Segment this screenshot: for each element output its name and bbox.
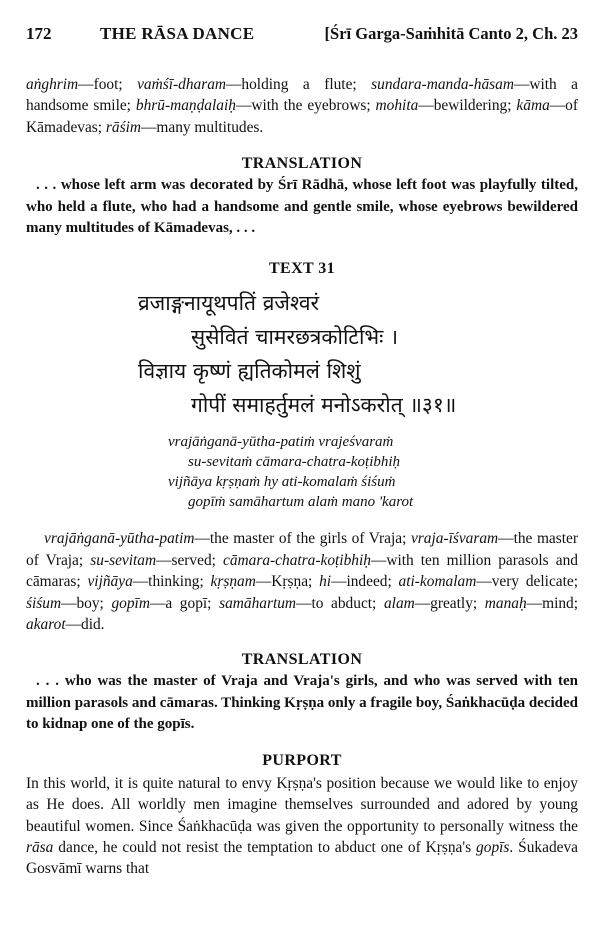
text-run: —with a handsome smile;: [26, 76, 578, 115]
transliteration-verse: [26, 432, 578, 512]
italic-term: gopīs: [476, 838, 510, 856]
purport-heading: PURPORT: [262, 751, 342, 769]
page-number: 172: [26, 24, 52, 43]
text-run: —many multitudes.: [141, 118, 264, 136]
devanagari-verse: [26, 286, 578, 422]
italic-term: vaṁśī-dharam: [137, 76, 227, 93]
italic-term: rāsa: [26, 838, 54, 856]
italic-term: vraja-īśvaram: [410, 530, 499, 548]
devanagari-line: व्रजाङ्गनायूथपतिं व्रजेश्वरं: [138, 291, 320, 316]
text-run: —bewildering;: [418, 97, 517, 115]
previous-synonyms: [26, 74, 578, 138]
devanagari-line: गोपीं समाहर्तुमलं मनोऽकरोत् ॥३१॥: [191, 393, 457, 418]
italic-term: samāhartum: [219, 594, 297, 612]
italic-term: alam: [383, 594, 415, 612]
italic-term: bhrū-maṇḍalaiḥ: [135, 97, 236, 115]
italic-term: gopīm: [111, 594, 150, 612]
italic-term: su-sevitam: [90, 551, 157, 569]
italic-term: rāśim: [105, 118, 141, 136]
transliteration-line: vijñāya kṛṣṇaṁ hy ati-komalaṁ śiśuṁ: [168, 474, 396, 491]
text-run: —Kṛṣṇa;: [255, 573, 320, 591]
purport-text: [26, 773, 578, 880]
italic-term: śiśum: [26, 594, 62, 612]
text-run: —the master of the girls of Vraja;: [194, 530, 411, 548]
italic-term: hi: [319, 573, 332, 591]
text-run: —greatly;: [414, 594, 485, 612]
page-header: [26, 24, 578, 50]
text-run: —a gopī;: [149, 594, 220, 612]
text-run: —with ten million parasols and cāmaras;: [26, 551, 578, 591]
text-run: —of Kāmadevas;: [26, 97, 578, 136]
text-run: In this world, it is quite natural to envy Kṛṣṇa's position because we would like to enjoy as He does. All worldly men imagine themselves surrounded and adored by young beautiful women. Since Śaṅkhacūḍa was given the opportunity to personally witness the: [26, 774, 578, 835]
transliteration-line: gopīṁ samāhartum alaṁ mano 'karot: [188, 494, 414, 511]
translation-heading: TRANSLATION: [241, 651, 363, 669]
text-run: . Śukadeva Gosvāmī warns that: [26, 838, 579, 878]
running-title: THE RĀSA DANCE: [100, 24, 255, 43]
text-run: —to abduct;: [296, 594, 384, 612]
verse-number-heading: TEXT 31: [268, 260, 336, 278]
text-run: —served;: [156, 551, 224, 569]
text-run: —thinking;: [132, 573, 211, 591]
italic-term: manaḥ: [484, 594, 527, 612]
italic-term: vijñāya: [87, 573, 133, 591]
text-run: —indeed;: [331, 573, 399, 591]
word-synonyms: [26, 528, 578, 635]
transliteration-line: su-sevitaṁ cāmara-chatra-koṭibhiḥ: [188, 454, 401, 471]
italic-term: mohita: [375, 97, 419, 115]
translation-text: . . . whose left arm was decorated by Śrī Rādhā, whose left foot was playfully tilted, who held a flute, who had a handsome and gentle smile, whose eyebrows bewildered many multitudes of Kāmadevas, . . .: [26, 177, 578, 237]
italic-term: kāma: [516, 97, 550, 115]
italic-term: akarot: [26, 616, 66, 634]
text-run: —did.: [65, 616, 105, 634]
italic-term: aṅghrim: [26, 76, 79, 93]
chapter-reference: [Śrī Garga-Saṁhitā Canto 2, Ch. 23: [324, 24, 578, 43]
text-run: dance, he could not resist the temptation to abduct one of Kṛṣṇa's: [53, 838, 477, 856]
text-run: —mind;: [526, 594, 579, 612]
italic-term: cāmara-chatra-koṭibhiḥ: [223, 551, 371, 569]
italic-term: sundara-manda-hāsam: [371, 76, 514, 93]
italic-term: ati-komalam: [398, 573, 477, 591]
text-run: —very delicate;: [476, 573, 578, 591]
translation-text: . . . who was the master of Vraja and Vraja's girls, and who was served with ten million parasols and cāmaras. Thinking Kṛṣṇa only a fragile boy, Śaṅkhacūḍa decided to kidnap one of the gopīs.: [26, 673, 578, 733]
text-run: —foot;: [78, 76, 138, 93]
transliteration-line: vrajāṅganā-yūtha-patiṁ vrajeśvaraṁ: [168, 434, 394, 451]
italic-term: kṛṣṇam: [210, 573, 256, 591]
italic-term: vrajāṅganā-yūtha-patim: [44, 530, 195, 548]
translation-heading: TRANSLATION: [241, 155, 363, 173]
text-run: —boy;: [61, 594, 112, 612]
text-run: —holding a flute;: [226, 76, 372, 93]
devanagari-line: सुसेवितं चामरछत्रकोटिभिः ।: [191, 325, 399, 350]
text-run: —with the eyebrows;: [235, 97, 376, 115]
devanagari-line: विज्ञाय कृष्णं ह्यतिकोमलं शिशुं: [138, 359, 361, 384]
text-run: —the master of Vraja;: [26, 530, 578, 569]
